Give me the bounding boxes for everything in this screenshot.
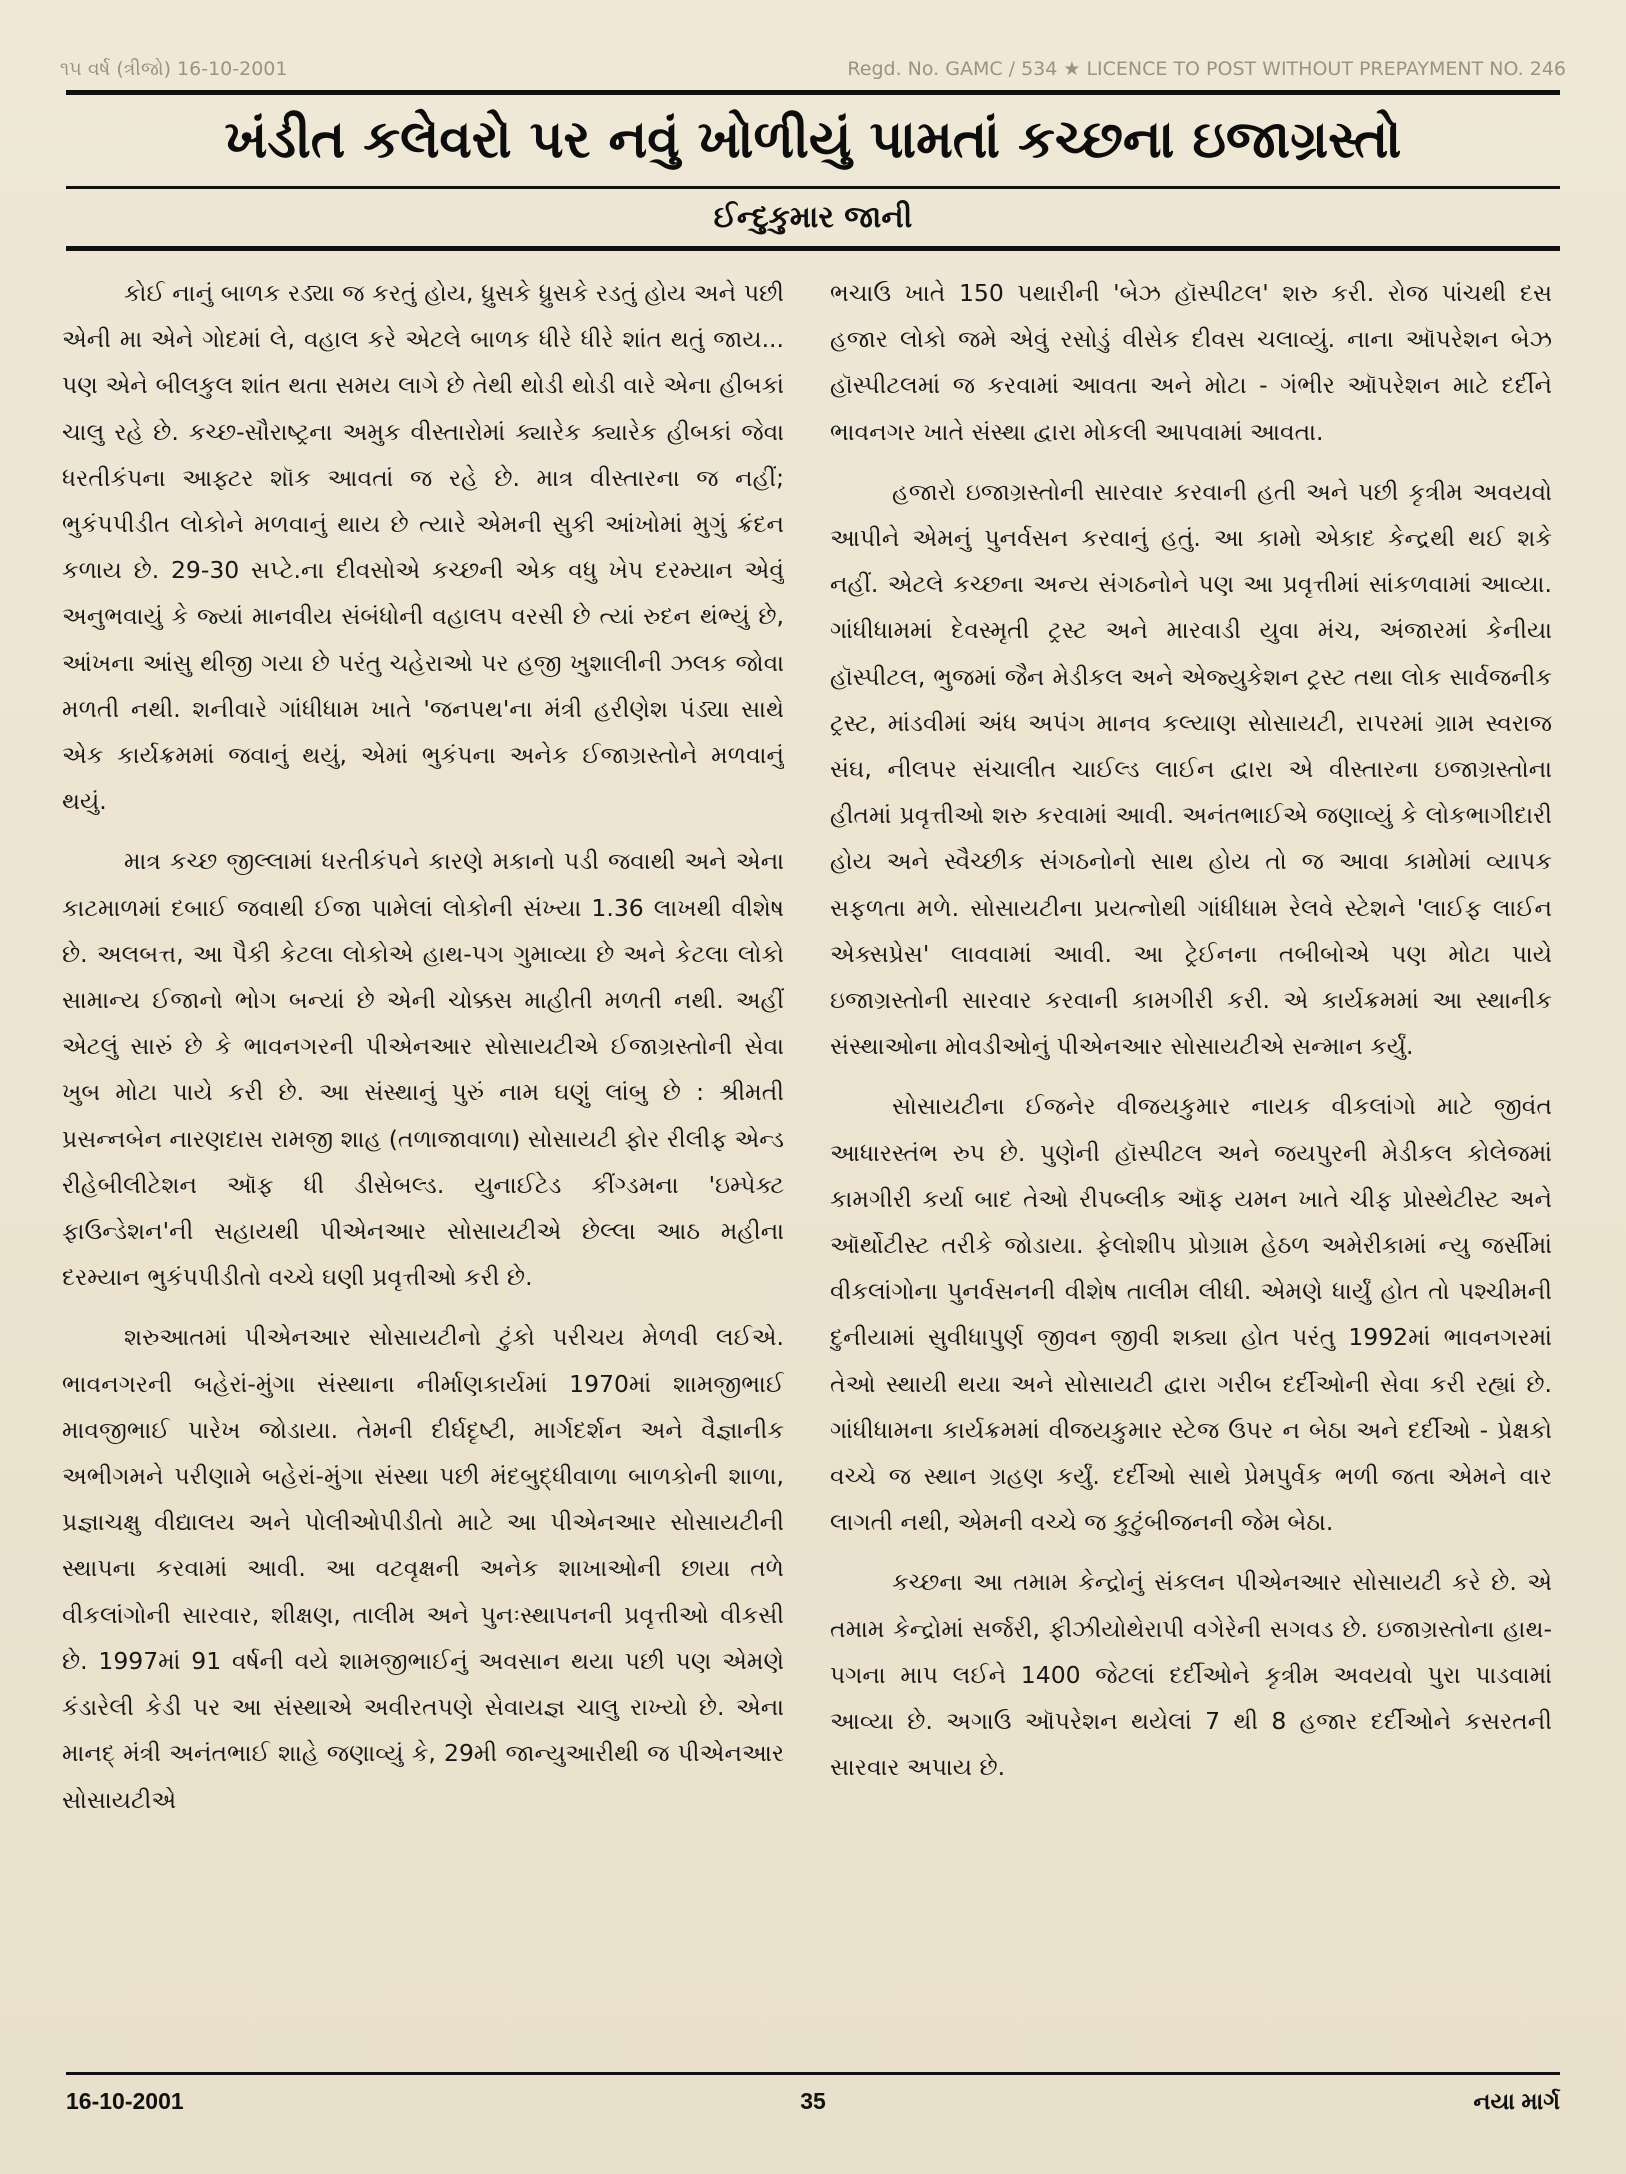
running-header-right: Regd. No. GAMC / 534 ★ LICENCE TO POST WITHOUT PREPAYMENT NO. 246 — [847, 58, 1566, 80]
paragraph: સોસાયટીના ઈજનેર વીજયકુમાર નાયક વીકલાંગો માટે જીવંત આધારસ્તંભ રુપ છે. પુણેની હૉસ્પીટલ અને જયપુરની મેડીકલ કોલેજમાં કામગીરી કર્યા બાદ તેઓ રીપબ્લીક ઑફ યમન ખાતે ચીફ પ્રોસ્થેટીસ્ટ અને ઑર્થોટીસ્ટ તરીકે જોડાયા. ફેલોશીપ પ્રોગ્રામ હેઠળ અમેરીકામાં ન્યુ જર્સીમાં વીકલાંગોના પુનર્વસનની વીશેષ તાલીમ લીધી. એમણે ધાર્યું હોત તો પશ્ચીમની દુનીયામાં સુવીધાપુર્ણ જીવન જીવી શક્યા હોત પરંતુ 1992માં ભાવનગરમાં તેઓ સ્થાયી થયા અને સોસાયટી દ્વારા ગરીબ દર્દીઓની સેવા કરી રહ્યાં છે. ગાંધીધામના કાર્યક્રમમાં વીજયકુમાર સ્ટેજ ઉપર ન બેઠા અને દર્દીઓ - પ્રેક્ષકો વચ્ચે જ સ્થાન ગ્રહણ કર્યું. દર્દીઓ સાથે પ્રેમપુર્વક ભળી જતા એમને વાર લાગતી નથી, એમની વચ્ચે જ કુટુંબીજનની જેમ બેઠા. — [830, 1092, 1552, 1537]
paragraph: શરુઆતમાં પીએનઆર સોસાયટીનો ટુંકો પરીચય મેળવી લઈએ. ભાવનગરની બહેરાં-મુંગા સંસ્થાના નીર્માણકાર્યમાં 1970માં શામજીભાઈ માવજીભાઈ પારેખ જોડાયા. તેમની દીર્ઘદૃષ્ટી, માર્ગદર્શન અને વૈજ્ઞાનીક અભીગમને પરીણામે બહેરાં-મુંગા સંસ્થા પછી મંદબુદ્ધીવાળા બાળકોની શાળા, પ્રજ્ઞાચક્ષુ વીદ્યાલય અને પોલીઓપીડીતો માટે આ પીએનઆર સોસાયટીની સ્થાપના કરવામાં આવી. આ વટવૃક્ષની અનેક શાખાઓની છાયા તળે વીકલાંગોની સારવાર, શીક્ષણ, તાલીમ અને પુનઃસ્થાપનની પ્રવૃત્તીઓ વીકસી છે. 1997માં 91 વર્ષની વયે શામજીભાઈનું અવસાન થયા પછી પણ એમણે કંડારેલી કેડી પર આ સંસ્થાએ અવીરતપણે સેવાયજ્ઞ ચાલુ રાખ્યો છે. એના માનદ્ મંત્રી અનંતભાઈ શાહે જણાવ્યું કે, 29મી જાન્યુઆરીથી જ પીએનઆર સોસાયટીએ — [62, 1323, 784, 1814]
title-bottom-rule — [66, 186, 1560, 189]
paragraph: હજારો ઇજાગ્રસ્તોની સારવાર કરવાની હતી અને પછી કૃત્રીમ અવયવો આપીને એમનું પુનર્વસન કરવાનું હતું. આ કામો એકાદ કેન્દ્રથી થઈ શકે નહીં. એટલે કચ્છના અન્ય સંગઠનોને પણ આ પ્રવૃત્તીમાં સાંકળવામાં આવ્યા. ગાંધીધામમાં દેવસ્મૃતી ટ્રસ્ટ અને મારવાડી યુવા મંચ, અંજારમાં કેનીયા હૉસ્પીટલ, ભુજમાં જૈન મેડીકલ અને એજ્યુકેશન ટ્રસ્ટ તથા લોક સાર્વજનીક ટ્રસ્ટ, માંડવીમાં અંધ અપંગ માનવ કલ્યાણ સોસાયટી, રાપરમાં ગ્રામ સ્વરાજ સંઘ, નીલપર સંચાલીત ચાઈલ્ડ લાઈન દ્વારા એ વીસ્તારના ઇજાગ્રસ્તોના હીતમાં પ્રવૃત્તીઓ શરુ કરવામાં આવી. અનંતભાઈએ જણાવ્યું કે લોકભાગીદારી હોય અને સ્વૈચ્છીક સંગઠનોનો સાથ હોય તો જ આવા કામોમાં વ્યાપક સફળતા મળે. સોસાયટીના પ્રયત્નોથી ગાંધીધામ રેલવે સ્ટેશને 'લાઈફ લાઈન એક્સપ્રેસ' લાવવામાં આવી. આ ટ્રેઈનના તબીબોએ પણ મોટા પાયે ઇજાગ્રસ્તોની સારવાર કરવાની કામગીરી કરી. એ કાર્યક્રમમાં આ સ્થાનીક સંસ્થાઓના મોવડીઓનું પીએનઆર સોસાયટીએ સન્માન કર્યું. — [830, 477, 1552, 1061]
right-column — [830, 270, 1552, 2060]
footer-date: 16-10-2001 — [66, 2088, 184, 2114]
article-body — [62, 270, 1552, 2060]
running-header — [60, 58, 1566, 88]
page-footer — [66, 2088, 1560, 2128]
magazine-name: નયા માર્ગ — [1473, 2088, 1560, 2114]
footer-rule — [66, 2072, 1560, 2075]
author-rule — [66, 246, 1560, 251]
title-top-rule — [66, 90, 1560, 95]
paragraph: કોઈ નાનું બાળક રડ્યા જ કરતું હોય, ધ્રુસકે ધ્રુસકે રડતું હોય અને પછી એની મા એને ગોદમાં લે, વહાલ કરે એટલે બાળક ધીરે ધીરે શાંત થતું જાય... પણ એને બીલકુલ શાંત થતા સમય લાગે છે તેથી થોડી થોડી વારે એના હીબકાં ચાલુ રહે છે. કચ્છ-સૌરાષ્ટ્રના અમુક વીસ્તારોમાં ક્યારેક ક્યારેક હીબકાં જેવા ધરતીકંપના આફ્ટર શૉક આવતાં જ રહે છે. માત્ર વીસ્તારના જ નહીં; ભુકંપપીડીત લોકોને મળવાનું થાય છે ત્યારે એમની સુકી આંખોમાં મુગું ક્રંદન કળાય છે. 29-30 સપ્ટે.ના દીવસોએ કચ્છની એક વધુ ખેપ દરમ્યાન એવું અનુભવાયું કે જ્યાં માનવીય સંબંધોની વહાલપ વરસી છે ત્યાં રુદન થંભ્યું છે, આંખના આંસુ થીજી ગયા છે પરંતુ ચહેરાઓ પર હજી ખુશાલીની ઝલક જોવા મળતી નથી. શનીવારે ગાંધીધામ ખાતે 'જનપથ'ના મંત્રી હરીણેશ પંડ્યા સાથે એક કાર્યક્રમમાં જવાનું થયું, એમાં ભુકંપના અનેક ઈજાગ્રસ્તોને મળવાનું થયું. — [62, 279, 784, 816]
article-title: ખંડીત કલેવરો પર નવું ખોળીયું પામતાં કચ્છના ઇજાગ્રસ્તો — [224, 110, 1402, 170]
running-header-left: ૧૫ વર્ષ (ત્રીજો) 16-10-2001 — [60, 58, 288, 80]
left-column — [62, 270, 784, 2060]
article-author: ઈન્દુકુમાર જાની — [713, 200, 913, 235]
page-number: 35 — [800, 2088, 826, 2114]
paragraph: ભચાઉ ખાતે 150 પથારીની 'બેઝ હૉસ્પીટલ' શરુ કરી. રોજ પાંચથી દસ હજાર લોકો જમે એવું રસોડું વીસેક દીવસ ચલાવ્યું. નાના ઑપરેશન બેઝ હૉસ્પીટલમાં જ કરવામાં આવતા અને મોટા - ગંભીર ઑપરેશન માટે દર્દીને ભાવનગર ખાતે સંસ્થા દ્વારા મોકલી આપવામાં આવતા. — [830, 279, 1552, 446]
paragraph: કચ્છના આ તમામ કેન્દ્રોનું સંકલન પીએનઆર સોસાયટી કરે છે. એ તમામ કેન્દ્રોમાં સર્જરી, ફીઝીયોથેરાપી વગેરેની સગવડ છે. ઇજાગ્રસ્તોના હાથ-પગના માપ લઈને 1400 જેટલાં દર્દીઓને કૃત્રીમ અવયવો પુરા પાડવામાં આવ્યા છે. અગાઉ ઑપરેશન થયેલાં 7 થી 8 હજાર દર્દીઓને કસરતની સારવાર અપાય છે. — [830, 1568, 1552, 1782]
paragraph: માત્ર કચ્છ જીલ્લામાં ધરતીકંપને કારણે મકાનો પડી જવાથી અને એના કાટમાળમાં દબાઈ જવાથી ઈજા પામેલાં લોકોની સંખ્યા 1.36 લાખથી વીશેષ છે. અલબત્ત, આ પૈકી કેટલા લોકોએ હાથ-પગ ગુમાવ્યા છે અને કેટલા લોકો સામાન્ય ઈજાનો ભોગ બન્યાં છે એની ચોક્કસ માહીતી મળતી નથી. અહીં એટલું સારું છે કે ભાવનગરની પીએનઆર સોસાયટીએ ઈજાગ્રસ્તોની સેવા ખુબ મોટા પાયે કરી છે. આ સંસ્થાનું પુરું નામ ઘણું લાંબુ છે : શ્રીમતી પ્રસન્નબેન નારણદાસ રામજી શાહ (તળાજાવાળા) સોસાયટી ફોર રીલીફ એન્ડ રીહેબીલીટેશન ઑફ ધી ડીસેબલ્ડ. યુનાઈટેડ કીંગ્ડમના 'ઇમ્પેક્ટ ફાઉન્ડેશન'ની સહાયથી પીએનઆર સોસાયટીએ છેલ્લા આઠ મહીના દરમ્યાન ભુકંપપીડીતો વચ્ચે ઘણી પ્રવૃત્તીઓ કરી છે. — [62, 847, 784, 1292]
